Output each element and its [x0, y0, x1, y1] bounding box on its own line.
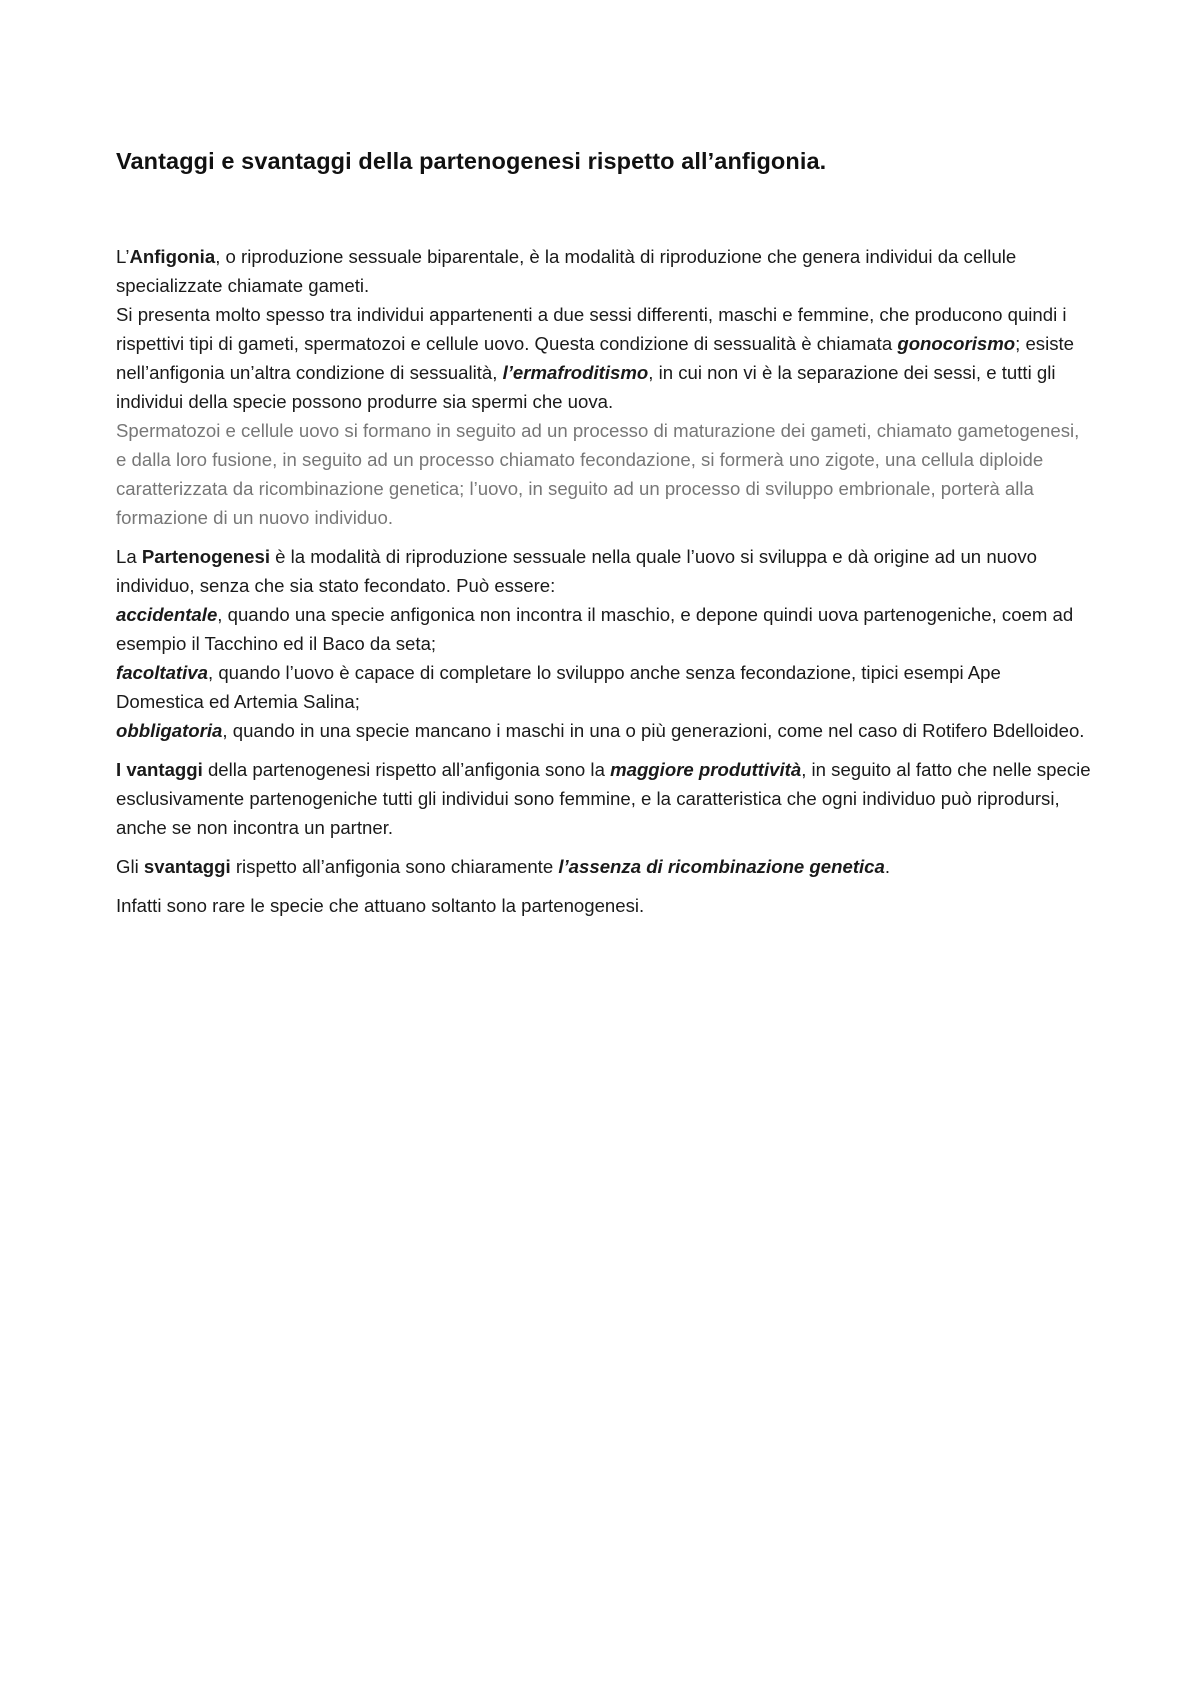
term-obbligatoria: obbligatoria	[116, 720, 223, 741]
document-body	[116, 242, 1092, 920]
text-run: , quando l’uovo è capace di completare lo sviluppo anche senza fecondazione, tipici esempi Ape Domestica ed Artemia Salina;	[116, 662, 1001, 712]
term-maggiore-produttivita: maggiore produttività	[610, 759, 802, 780]
text-run: La	[116, 546, 142, 567]
text-run: ; esiste nell’anfigonia un’altra condizione di sessualità,	[116, 333, 1075, 383]
text-run: della partenogenesi rispetto all’anfigonia sono la	[202, 759, 611, 780]
text-run: rispetto all’anfigonia sono chiaramente	[230, 856, 559, 877]
term-accidentale: accidentale	[116, 604, 218, 625]
text-run: , quando in una specie mancano i maschi in una o più generazioni, come nel caso di Rotifero Bdelloideo.	[222, 720, 1085, 741]
paragraph-svantaggi	[116, 852, 1092, 881]
paragraph-conclusione: Infatti sono rare le specie che attuano soltanto la partenogenesi.	[116, 895, 645, 916]
paragraph-gametogenesi: Spermatozoi e cellule uovo si formano in seguito ad un processo di maturazione dei gameti, chiamato gametogenesi, e dalla loro fusione, in seguito ad un processo chiamato fecondazione, si formerà uno zigote, una cellula diploide caratterizzata da ricombinazione genetica; l’uovo, in seguito ad un processo di sviluppo embrionale, porterà alla formazione di un nuovo individuo.	[116, 420, 1080, 528]
text-run: Si presenta molto spesso tra individui appartenenti a due sessi differenti, maschi e femmine, che producono quindi i rispettivi tipi di gameti, spermatozoi e cellule uovo. Questa condizione di sessualità è chiamata	[116, 304, 1067, 354]
text-run: Gli	[116, 856, 144, 877]
term-vantaggi: I vantaggi	[116, 759, 203, 780]
text-run: , quando una specie anfigonica non incontra il maschio, e depone quindi uova partenogeniche, coem ad esempio il Tacchino ed il Baco da seta;	[116, 604, 1074, 654]
text-run: , in seguito al fatto che nelle specie esclusivamente partenogeniche tutti gli individui sono femmine, e la caratteristica che ogni individuo può riprodursi, anche se non incontra un partner.	[116, 759, 1091, 838]
text-run: , in cui non vi è la separazione dei sessi, e tutti gli individui della specie possono produrre sia spermi che uova.	[116, 362, 1056, 412]
term-partenogenesi: Partenogenesi	[141, 546, 270, 567]
paragraph-vantaggi	[116, 755, 1092, 842]
text-run: L’	[116, 246, 130, 267]
document-title: Vantaggi e svantaggi della partenogenesi rispetto all’anfigonia.	[116, 148, 827, 174]
paragraph-anfigonia	[116, 242, 1092, 416]
text-run: .	[884, 856, 891, 877]
text-run: , o riproduzione sessuale biparentale, è la modalità di riproduzione che genera individui da cellule specializzate chiamate gameti.	[116, 246, 1017, 296]
term-ermafroditismo: l’ermafroditismo	[502, 362, 649, 383]
term-facoltativa: facoltativa	[116, 662, 208, 683]
term-svantaggi: svantaggi	[143, 856, 231, 877]
term-anfigonia: Anfigonia	[129, 246, 216, 267]
paragraph-partenogenesi	[116, 542, 1092, 745]
term-gonocorismo: gonocorismo	[897, 333, 1016, 354]
term-assenza-ricombinazione: l’assenza di ricombinazione genetica	[558, 856, 885, 877]
text-run: è la modalità di riproduzione sessuale nella quale l’uovo si sviluppa e dà origine ad un nuovo individuo, senza che sia stato fecondato. Può essere:	[116, 546, 1037, 596]
